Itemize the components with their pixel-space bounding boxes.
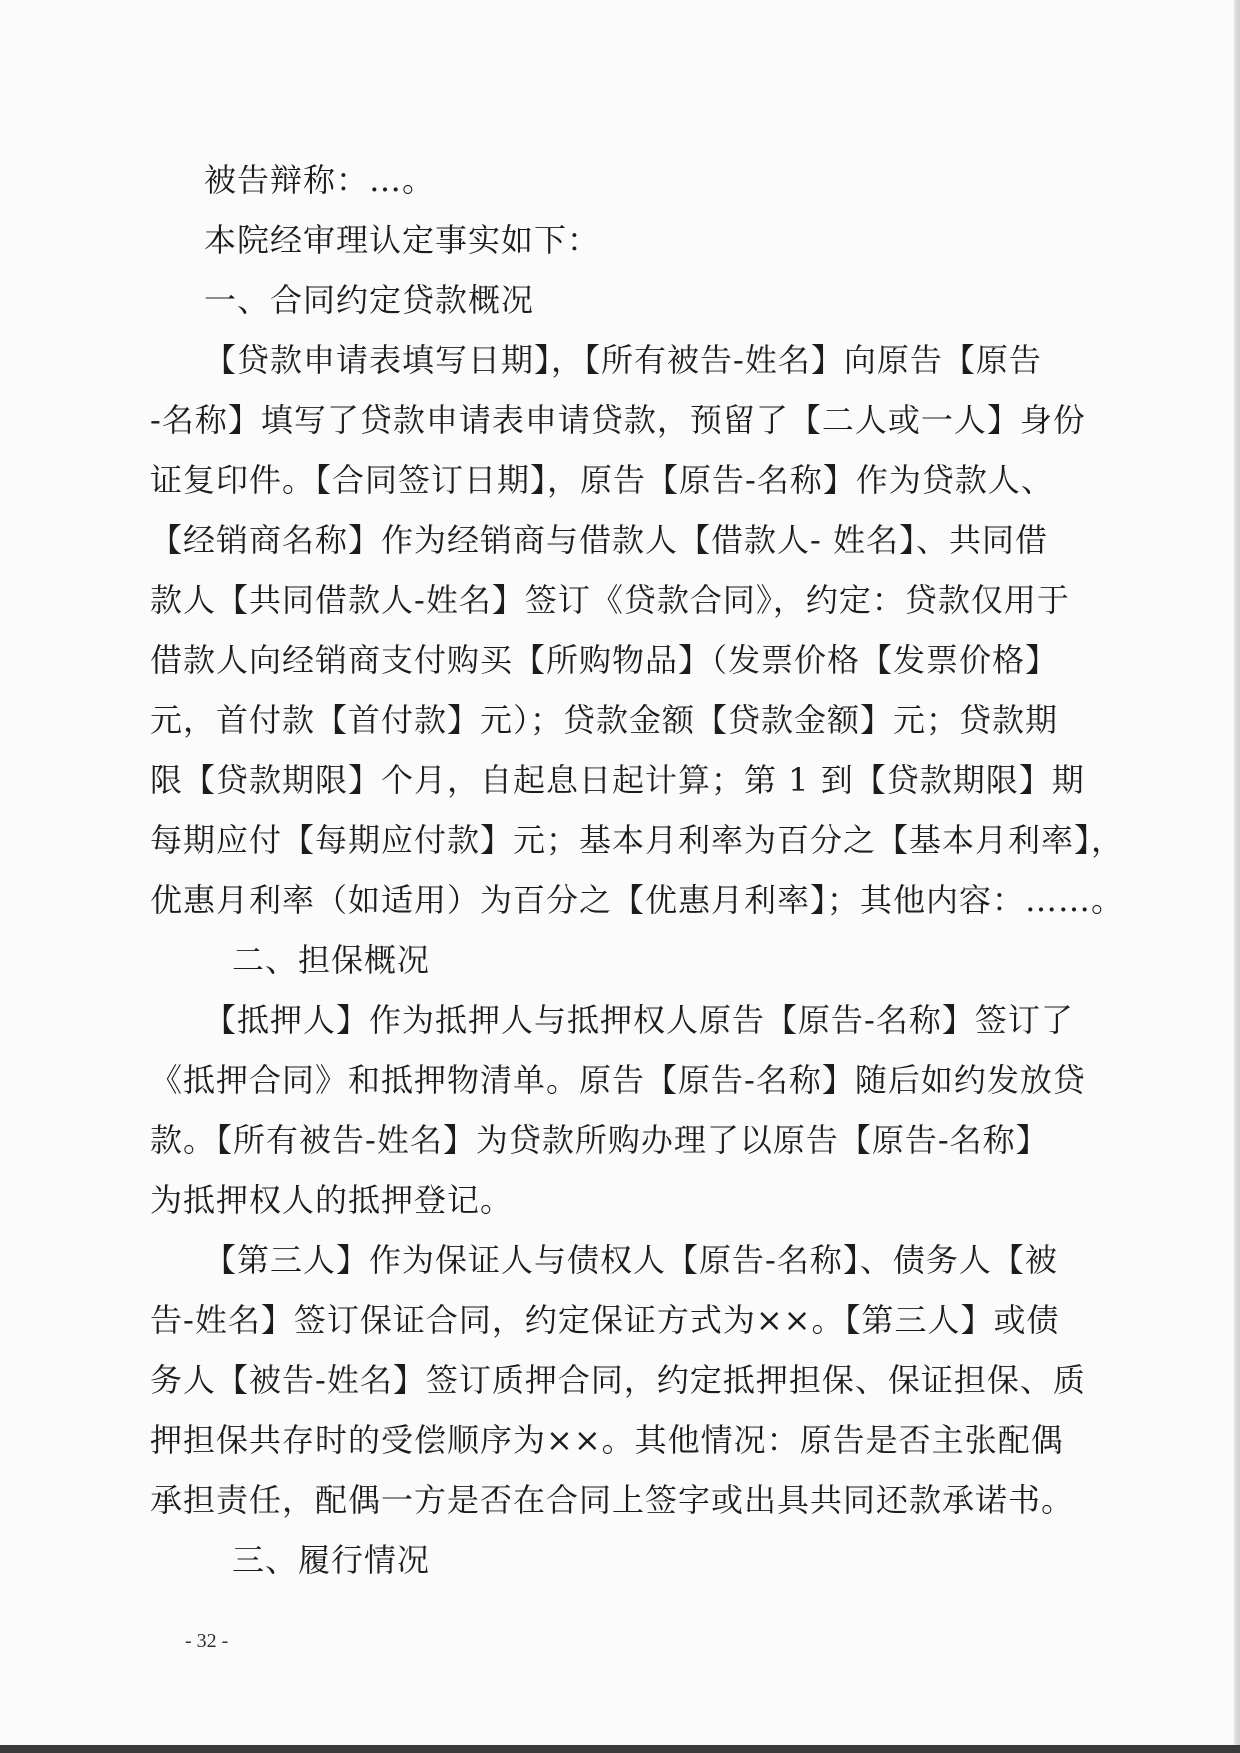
paragraph-line: 告-姓名】签订保证合同，约定保证方式为××。【第三人】或债 — [150, 1301, 1060, 1339]
scan-edge-bottom — [0, 1745, 1240, 1753]
paragraph-line: 《抵押合同》和抵押物清单。原告【原告-名称】随后如约发放贷 — [150, 1061, 1086, 1099]
paragraph-line: 【抵押人】作为抵押人与抵押权人原告【原告-名称】签订了 — [204, 1001, 1074, 1039]
paragraph-line: 限【贷款期限】个月，自起息日起计算；第 1 到【贷款期限】期 — [150, 761, 1085, 799]
paragraph-line: 承担责任，配偶一方是否在合同上签字或出具共同还款承诺书。 — [150, 1481, 1075, 1519]
paragraph-line: 优惠月利率（如适用）为百分之【优惠月利率】；其他内容：……。 — [150, 881, 1125, 919]
paragraph-line: 【第三人】作为保证人与债权人【原告-名称】、债务人【被 — [204, 1241, 1058, 1279]
paragraph-line: 款人【共同借款人-姓名】签订《贷款合同》，约定：贷款仅用于 — [150, 581, 1070, 619]
paragraph-line: 【经销商名称】作为经销商与借款人【借款人- 姓名】、共同借 — [150, 521, 1048, 559]
page-number: - 32 - — [185, 1630, 229, 1652]
paragraph-line: 款。【所有被告-姓名】为贷款所购办理了以原告【原告-名称】 — [150, 1121, 1049, 1159]
paragraph-line: 借款人向经销商支付购买【所购物品】（发票价格【发票价格】 — [150, 641, 1059, 679]
facts-intro: 本院经审理认定事实如下： — [204, 221, 601, 259]
paragraph-line: 押担保共存时的受偿顺序为××。其他情况：原告是否主张配偶 — [150, 1421, 1064, 1459]
section-heading-contract: 一、合同约定贷款概况 — [204, 281, 535, 319]
paragraph-line: 元，首付款【首付款】元）；贷款金额【贷款金额】元；贷款期 — [150, 701, 1059, 739]
document-body — [150, 150, 1125, 1590]
paragraph-line: 【贷款申请表填写日期】，【所有被告-姓名】向原告【原告 — [204, 341, 1042, 379]
paragraph-line: 务人【被告-姓名】签订质押合同，约定抵押担保、保证担保、质 — [150, 1361, 1086, 1399]
paragraph-line: 每期应付【每期应付款】元；基本月利率为百分之【基本月利率】， — [150, 821, 1125, 859]
section-heading-guarantee: 二、担保概况 — [232, 941, 431, 979]
paragraph-line: 证复印件。【合同签订日期】，原告【原告-名称】作为贷款人、 — [150, 461, 1054, 499]
defendant-statement: 被告辩称：…。 — [204, 161, 436, 199]
scan-edge — [1234, 0, 1240, 1753]
section-heading-performance: 三、履行情况 — [232, 1541, 431, 1579]
paragraph-line: -名称】填写了贷款申请表申请贷款，预留了【二人或一人】身份 — [150, 401, 1086, 439]
paragraph-line: 为抵押权人的抵押登记。 — [150, 1181, 514, 1219]
